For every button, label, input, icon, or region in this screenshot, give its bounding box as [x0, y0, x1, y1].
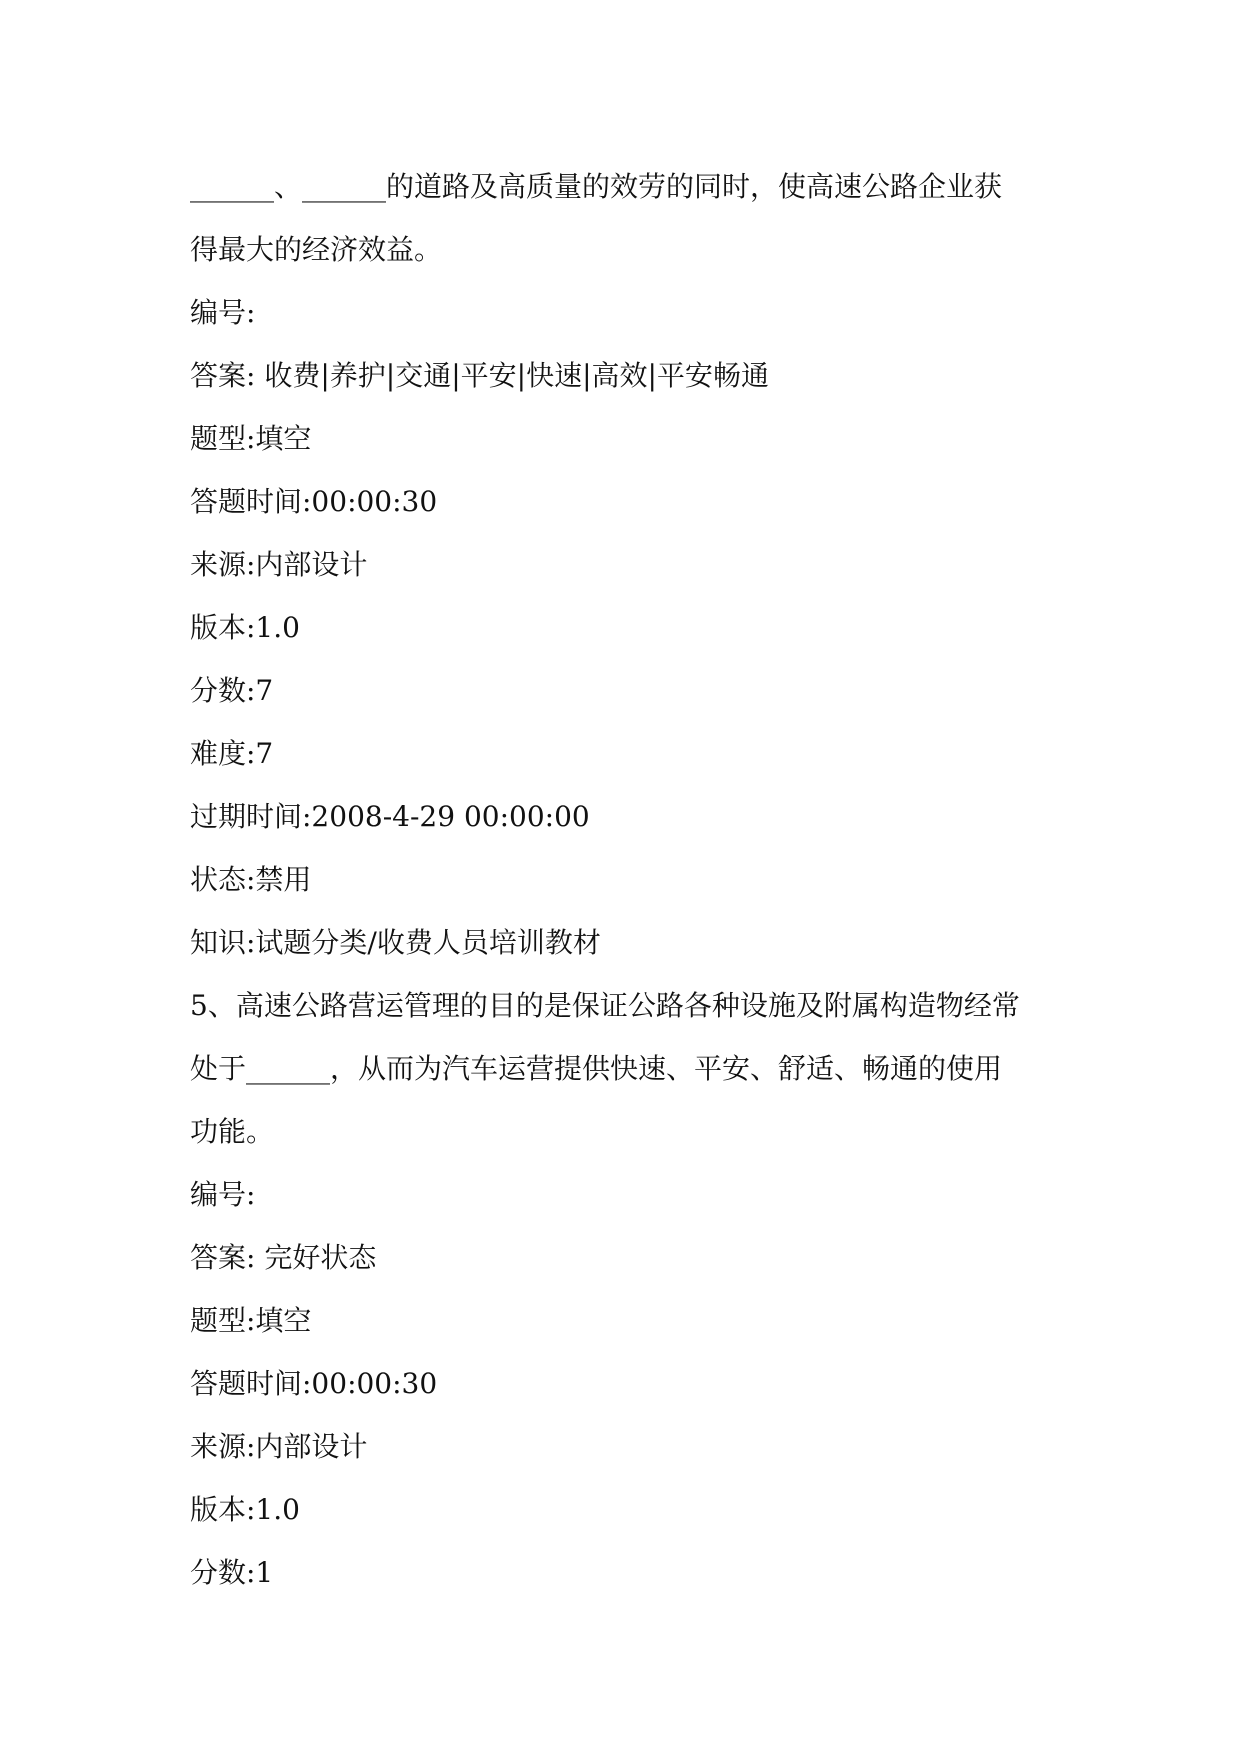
question-4-score: 分数:7	[190, 674, 274, 707]
question-4-knowledge: 知识:试题分类/收费人员培训教材	[190, 926, 601, 959]
question-4-text-line-2: 得最大的经济效益。	[190, 233, 443, 266]
question-4-time: 答题时间:00:00:30	[190, 485, 438, 518]
question-5-score: 分数:1	[190, 1556, 274, 1589]
question-4-type: 题型:填空	[190, 422, 312, 455]
question-4-answer: 答案: 收费|养护|交通|平安|快速|高效|平安畅通	[190, 359, 769, 392]
question-4-version: 版本:1.0	[190, 611, 300, 644]
question-4-status: 状态:禁用	[190, 863, 312, 896]
question-5-time: 答题时间:00:00:30	[190, 1367, 438, 1400]
question-5-text-line-1: 5、高速公路营运管理的目的是保证公路各种设施及附属构造物经常	[190, 989, 1020, 1022]
document-page	[190, 155, 1060, 1604]
question-4-difficulty: 难度:7	[190, 737, 274, 770]
question-4-source: 来源:内部设计	[190, 548, 368, 581]
question-5-text-line-3: 功能。	[190, 1115, 275, 1148]
question-5-type: 题型:填空	[190, 1304, 312, 1337]
question-4-id: 编号:	[190, 296, 256, 329]
question-4-text-line-1: ______、______的道路及高质量的效劳的同时，使高速公路企业获	[190, 170, 1003, 203]
question-5-source: 来源:内部设计	[190, 1430, 368, 1463]
question-5-version: 版本:1.0	[190, 1493, 300, 1526]
question-5-id: 编号:	[190, 1178, 256, 1211]
question-4-expiry: 过期时间:2008-4-29 00:00:00	[190, 800, 590, 833]
question-5-answer: 答案: 完好状态	[190, 1241, 377, 1274]
question-5-text-line-2: 处于______，从而为汽车运营提供快速、平安、舒适、畅通的使用	[190, 1052, 1003, 1085]
